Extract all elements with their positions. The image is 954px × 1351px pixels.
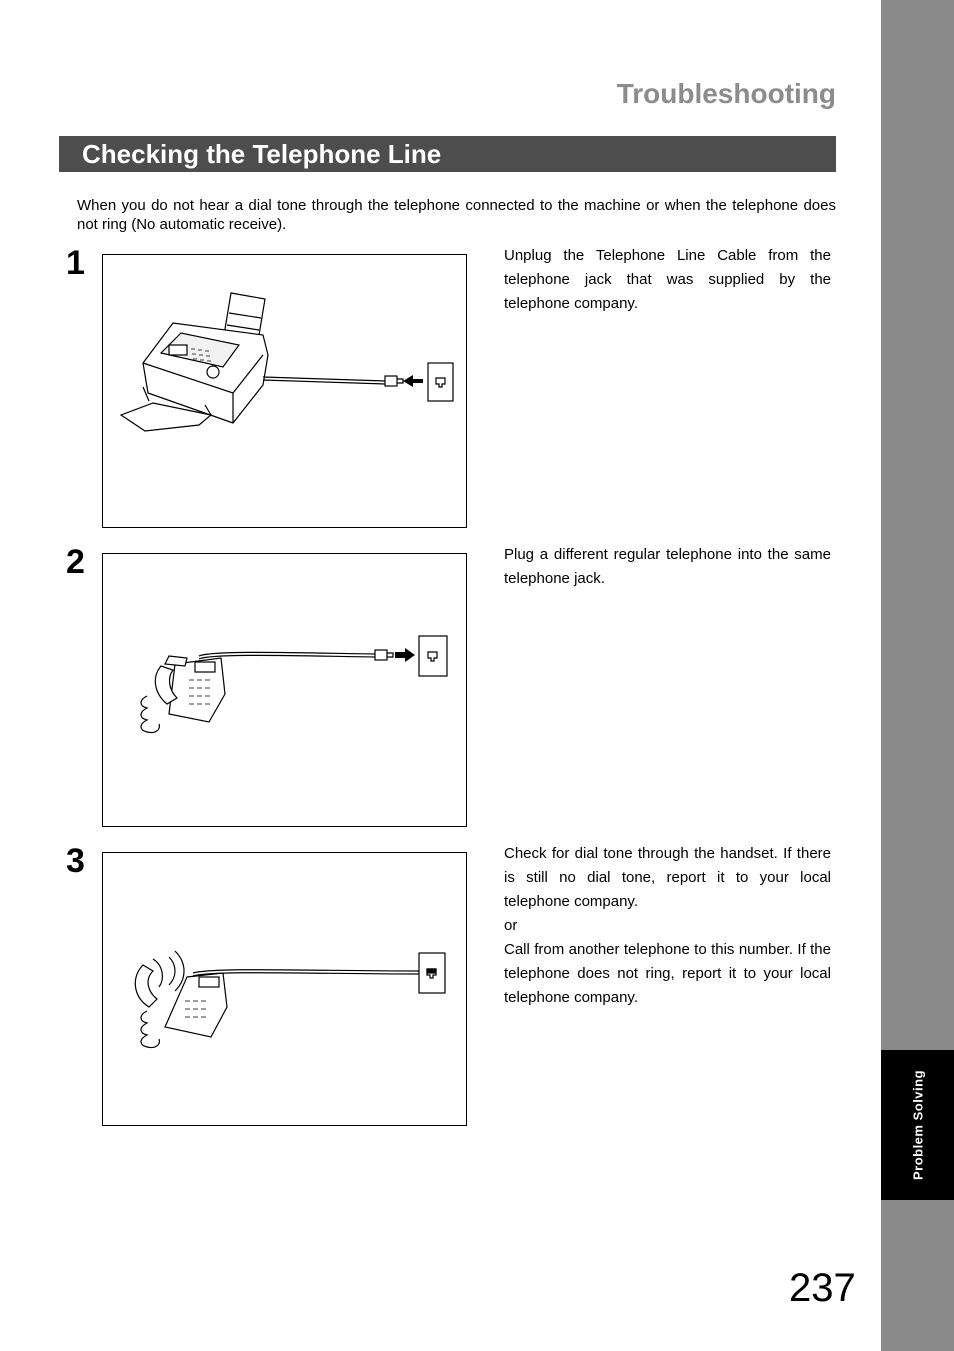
- step-3-paragraph-or: or: [504, 917, 518, 934]
- phone-plug-illustration: [103, 554, 466, 826]
- chapter-title: Troubleshooting: [616, 78, 836, 109]
- chapter-tab: [881, 1050, 954, 1200]
- step-3-text: [504, 842, 831, 1010]
- step-1-number: 1: [66, 244, 85, 282]
- step-1-text: [504, 244, 831, 316]
- step-3-number: 3: [66, 842, 85, 880]
- step-3-paragraph-1: Check for dial tone through the handset. If there is still no dial tone, report it to your local telephone company.: [504, 845, 831, 910]
- step-2-number: 2: [66, 543, 85, 581]
- step-1-paragraph: Unplug the Telephone Line Cable from the telephone jack that was supplied by the telephone company.: [504, 247, 831, 312]
- fax-unplug-illustration: [103, 255, 466, 527]
- step-2-text: [504, 543, 831, 591]
- section-title: Checking the Telephone Line: [82, 139, 442, 169]
- step-1-illustration: [102, 254, 467, 528]
- section-header-bar: [59, 136, 836, 172]
- step-2-paragraph: Plug a different regular telephone into the same telephone jack.: [504, 546, 831, 587]
- chapter-tab-label: Problem Solving: [910, 1069, 925, 1181]
- intro-paragraph: When you do not hear a dial tone through the telephone connected to the machine or when the telephone does not ring (No automatic receive).: [77, 197, 836, 233]
- step-3-paragraph-2: Call from another telephone to this number. If the telephone does not ring, report it to your local telephone company.: [504, 941, 831, 1006]
- step-3-illustration: [102, 852, 467, 1126]
- phone-dial-tone-illustration: [103, 853, 466, 1125]
- step-2-illustration: [102, 553, 467, 827]
- page-number: 237: [789, 1266, 856, 1310]
